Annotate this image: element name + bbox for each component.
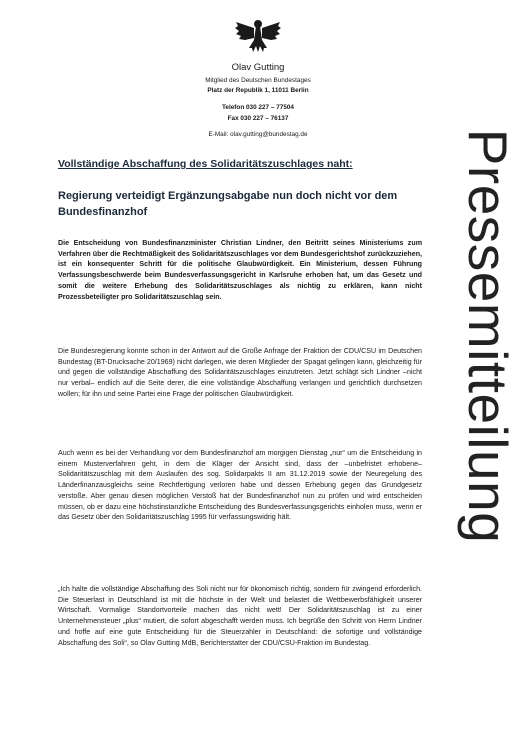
author-role: Mitglied des Deutschen Bundestages [205, 77, 311, 84]
headline: Vollständige Abschaffung des Solidaritätszuschlages naht: [58, 158, 353, 170]
quote-paragraph: „Ich halte die vollständige Abschaffung des Soli nicht nur für ökonomisch richtig, sondern für zwingend erforderlich. Die Steuerlast in Deutschland ist mit die höchste in der Welt und belastet die Wettbewerbsfähigkeit unserer Wirtschaft. Vormalige Standortvorteile machen das nicht wett! Der Solidaritätszuschlag ist zu einer Unternehmensteuer „plus“ mutiert, die sofort abgeschafft werden muss. Ich begrüße den Schritt von Herrn Lindner und hoffe auf eine gute Entscheidung für die Steuerzahler in Deutschland: die sofortige und vollständige Abschaffung des Soli“, so Olav Gutting MdB, Berichterstatter der CDU/CSU-Fraktion im Bundestag. [58, 585, 422, 647]
lead-paragraph: Die Entscheidung von Bundesfinanzminister Christian Lindner, den Beitritt seines Ministeriums zum Verfahren über die Rechtmäßigkeit des Solidaritätszuschlages vor dem Bundesgerichtshof zurückzuziehen, ist ein konsequenter Schritt für die politische Glaubwürdigkeit. Ein Ministerium, dessen Führung Verfassungsbeschwerde beim Bundesverfassungsgericht in Karlsruhe erhoben hat, um das Gesetz und somit die weitere Erhebung des Solidaritätszuschlages als nichtig zu erklären, kann nicht Prozessbeteiligter pro Solidaritätszuschlag sein. [58, 239, 422, 301]
phone-number: Telefon 030 227 – 77504 [221, 104, 294, 111]
fax-number: Fax 030 227 – 76137 [227, 115, 289, 122]
subheadline: Regierung verteidigt Ergänzungsabgabe nun doch nicht vor dem Bundesfinanzhof [58, 190, 398, 218]
letterhead [150, 62, 366, 140]
email-label: E-Mail: [208, 131, 229, 138]
author-address: Platz der Republik 1, 11011 Berlin [207, 87, 309, 94]
federal-eagle-icon [233, 16, 283, 56]
body-paragraph-1: Die Bundesregierung konnte schon in der Antwort auf die Große Anfrage der Fraktion der CDU/CSU im Deutschen Bundestag (BT-Drucksache 20/1969) nicht darlegen, wie deren Mitglieder der Spagat gelingen kann, gleichzeitig für und gegen die vollständige Abschaffung des Solidaritätszuschlages einzutreten. Jetzt schlägt sich Lindner –nicht nur verbal– endlich auf die Seite derer, die eine vollständige Abschaffung verlangen und gerichtlich durchsetzen wollen; für ihn und seine Partei eine Frage der politischen Glaubwürdigkeit. [58, 347, 422, 398]
document-type-text: Pressemitteilung [457, 128, 519, 544]
email-address[interactable]: olav.gutting@bundestag.de [230, 131, 308, 138]
body-paragraph-2: Auch wenn es bei der Verhandlung vor dem Bundesfinanzhof am morgigen Dienstag „nur“ um die Entscheidung in einem Musterverfahren geht, in dem die Kläger der Ansicht sind, dass der –unbefristet erhobene– Solidaritätszuschlag mit dem Auslaufen des sog. Solidarpakts II am 31.12.2019 sowie der Neuregelung des Länderfinanzausgleichs seine Rechtfertigung verloren habe und dessen Erhebung gegen das Grundgesetz verstoße. Aber genau diesen möglichen Verstoß hat der Bundesfinanzhof nun zu prüfen und wird entscheiden müssen, ob er dazu eine höchstinstanzliche Entscheidung des Bundesverfassungsgerichts einholen muss, wenn er das Gesetz über den Solidaritätszuschlag 1995 für verfassungswidrig hält. [58, 449, 422, 522]
author-name: Olav Gutting [231, 62, 285, 73]
document-type-label [448, 76, 528, 596]
